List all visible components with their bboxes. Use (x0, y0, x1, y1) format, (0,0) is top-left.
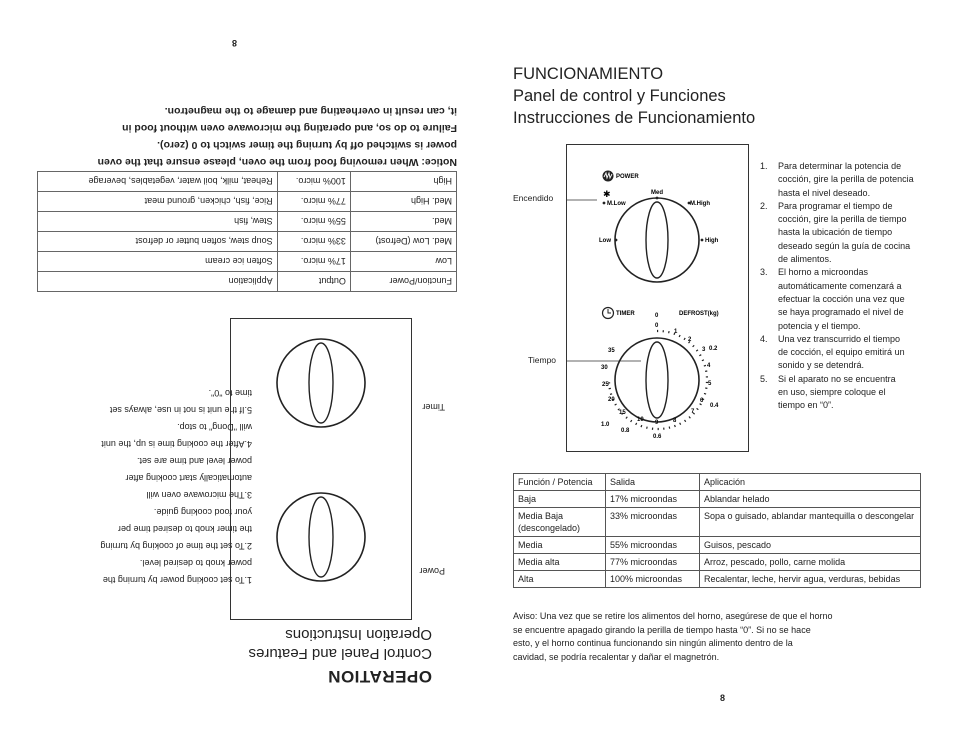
table-row (514, 491, 921, 508)
instruction-step (760, 333, 950, 373)
table-cell: 100% microondas (606, 571, 700, 588)
timer-num: 5 (708, 381, 712, 387)
table-row (514, 508, 921, 537)
left-step-line: your food cooking guide. (153, 507, 252, 517)
step-line: Para programar el tiempo de (778, 200, 893, 211)
defrost-num: 0.4 (710, 403, 719, 409)
table-header-cell: Application (38, 272, 278, 292)
table-row (514, 571, 921, 588)
dial-low: Low (599, 238, 611, 244)
table-cell: Rice, fish, chicken, ground meat (38, 192, 278, 212)
left-power-label: Power (419, 566, 445, 576)
table-cell: 17% microondas (606, 491, 700, 508)
table-cell: Arroz, pescado, pollo, carne molida (700, 554, 921, 571)
dial-dot (701, 239, 704, 242)
left-step-line: 2.To set the time of cooking by turning (100, 541, 252, 551)
table-row (38, 232, 457, 252)
table-cell: Recalentar, leche, hervir agua, verduras, bebidas (700, 571, 921, 588)
left-subtitle-2: Operation Instructions (285, 626, 432, 643)
step-line: Si el aparato no se encuentra (778, 373, 896, 384)
left-step-line: time to "0". (208, 388, 252, 398)
table-header-cell: Function/Power (350, 272, 456, 292)
timer-num: 0 (655, 313, 659, 319)
left-step-line: 1.To set cooking power by turning the (102, 575, 252, 585)
timer-num: 1 (674, 329, 678, 335)
left-control-panel (230, 318, 412, 620)
timer-num: 25 (602, 382, 609, 388)
left-subtitle-1: Control Panel and Features (248, 645, 432, 662)
left-notice-line: Failure to do so, and operating the microwave oven without food in (122, 122, 457, 134)
table-cell: 17% micro. (277, 252, 350, 272)
step-line: El horno a microondas (778, 267, 869, 278)
left-step-line: power knob to desired level. (139, 558, 252, 568)
timer-num: 0 (655, 323, 659, 329)
dial-dot (603, 202, 606, 205)
dial-dot (615, 239, 618, 242)
table-cell: Soften ice cream (38, 252, 278, 272)
table-cell: Med. Low (Defrost) (350, 232, 456, 252)
timer-num: 4 (707, 363, 711, 369)
step-number: 1. (760, 161, 768, 171)
left-steps (52, 384, 252, 588)
table-row (514, 554, 921, 571)
notice-line: cavidad, se podría recalentar y dañar el magnetrón. (513, 651, 720, 662)
left-step-line: power level and time are set. (136, 456, 252, 466)
table-cell: High (350, 172, 456, 192)
step-number: 5. (760, 373, 768, 384)
dial-mlow: M.Low (607, 201, 626, 207)
table-header-cell: Salida (606, 474, 700, 491)
timer-num: 10 (637, 417, 644, 423)
dial-mhigh: M.High (690, 201, 710, 207)
step-line: automáticamente comenzará a (778, 280, 902, 291)
timer-num: 9 (655, 420, 659, 426)
timer-num: 8 (673, 418, 677, 424)
left-notice-line: Notice: When removing food from the oven, please ensure that the oven (97, 156, 457, 168)
table-cell: Baja (514, 491, 606, 508)
encendido-label: Encendido (513, 193, 554, 203)
step-line: tiempo en “0”. (778, 400, 834, 411)
timer-icon (603, 308, 614, 319)
control-panel (566, 144, 749, 452)
left-timer-label: Timer (422, 402, 445, 412)
dial-dot (656, 197, 659, 200)
table-cell: 55% microondas (606, 537, 700, 554)
step-line: sonido y se detendrá. (778, 360, 865, 371)
instruction-step (760, 373, 950, 413)
table-row (514, 537, 921, 554)
instruction-step (760, 160, 950, 200)
dial-timer-text: TIMER (616, 311, 635, 317)
step-line: se haya programado el nivel de (778, 307, 904, 318)
table-cell: 77% micro. (277, 192, 350, 212)
instruction-steps (760, 160, 950, 413)
defrost-num: 0.8 (621, 428, 630, 434)
dial-high: High (705, 238, 719, 244)
notice-text (513, 610, 913, 664)
left-power-knob (277, 493, 365, 581)
left-page-number: 8 (231, 38, 237, 48)
table-cell: Reheat, milk, boil water, vegetables, beverage (38, 172, 278, 192)
left-step-line: the timer knob to desired time per (117, 524, 252, 534)
power-knob[interactable] (615, 198, 699, 282)
left-timer-knob (277, 339, 365, 427)
timer-num: 3 (702, 347, 706, 353)
step-number: 3. (760, 267, 768, 278)
left-step-line: automatically start cooking after (125, 473, 252, 483)
table-header-row (514, 474, 921, 491)
dial-med: Med (651, 190, 663, 196)
table-cell: Soup stew, soften butter or defrost (38, 232, 278, 252)
table-cell: Alta (514, 571, 606, 588)
table-cell: 100% micro. (277, 172, 350, 192)
notice-line: esto, y el horno continua funcionando sin ningún alimento dentro de la (513, 638, 793, 648)
defrost-num: 0.6 (653, 434, 662, 440)
title-funcionamiento: FUNCIONAMIENTO (513, 65, 664, 83)
step-line: efectuar la cocción una vez que (778, 293, 905, 304)
table-cell: Media alta (514, 554, 606, 571)
asterisk-icon: ✱ (603, 189, 611, 199)
table-cell: Media (514, 537, 606, 554)
table-cell: Guisos, pescado (700, 537, 921, 554)
table-row (38, 212, 457, 232)
dial-power-text: POWER (616, 174, 639, 180)
tiempo-label: Tiempo (528, 355, 557, 365)
timer-num: 20 (608, 397, 615, 403)
right-page-number: 8 (720, 693, 726, 703)
step-line: cocción, gire la perilla de potencia (778, 174, 914, 185)
left-control-panel-drawing (231, 319, 411, 619)
left-notice-line: power is switched off by turning the timer switch to 0 (zero). (157, 139, 457, 151)
left-step-line: will "Dong" to stop. (177, 422, 252, 432)
table-cell: 33% micro. (277, 232, 350, 252)
step-number: 4. (760, 333, 768, 344)
right-title (513, 63, 755, 129)
step-line: de alimentos. (778, 254, 832, 265)
timer-num: 2 (688, 337, 692, 343)
table-cell: 77% microondas (606, 554, 700, 571)
table-header-cell: Output (277, 272, 350, 292)
step-line: hasta el nivel deseado. (778, 187, 871, 198)
step-line: de cocción, el equipo emitirá un (778, 347, 905, 358)
defrost-num: 0.2 (709, 346, 718, 352)
table-row (38, 172, 457, 192)
step-line: Una vez transcurrido el tiempo (778, 333, 901, 344)
left-step-line: 3.The microwave oven will (146, 490, 252, 500)
table-cell: Med. High (350, 192, 456, 212)
table-header-cell: Aplicación (700, 474, 921, 491)
left-power-table (37, 171, 457, 292)
timer-num: 35 (608, 348, 615, 354)
power-table (513, 473, 921, 588)
control-panel-drawing (567, 145, 748, 451)
table-cell: Ablandar helado (700, 491, 921, 508)
timer-num: 30 (601, 365, 608, 371)
table-header-row (38, 272, 457, 292)
timer-num: 15 (619, 410, 626, 416)
table-row (38, 252, 457, 272)
step-line: potencia y el tiempo. (778, 320, 861, 331)
left-step-line: 4.After the cooking time is up, the unit (101, 439, 252, 449)
left-notice-line: it, can result in overheating and damage to the magnetron. (164, 105, 457, 117)
table-header-cell: Función / Potencia (514, 474, 606, 491)
notice-line: Aviso: Una vez que se retire los alimentos del horno, asegúrese de que el horno (513, 611, 833, 621)
table-cell: Media Baja (descongelado) (514, 508, 606, 537)
step-line: cocción, gire la perilla de tiempo (778, 214, 907, 225)
left-title-en: OPERATION (327, 667, 432, 686)
table-row (38, 192, 457, 212)
instruction-step (760, 266, 950, 332)
step-number: 2. (760, 200, 768, 211)
table-cell: Sopa o guisado, ablandar mantequilla o descongelar (700, 508, 921, 537)
table-cell: Stew, fish (38, 212, 278, 232)
table-cell: Low (350, 252, 456, 272)
dial-defrost-text: DEFROST(kg) (679, 311, 719, 317)
step-line: hasta la ubicación de tiempo (778, 227, 893, 238)
power-icon (603, 171, 614, 182)
timer-num: 6 (700, 398, 704, 404)
step-line: Para determinar la potencia de (778, 161, 902, 171)
table-cell: 33% microondas (606, 508, 700, 537)
left-notice (37, 102, 457, 170)
left-step-line: 5.If the unit is not in use, always set (109, 405, 252, 415)
timer-num: 7 (691, 409, 695, 415)
notice-line: se encuentre apagado girando la perilla de tiempo hasta “0”. Si no se hace (513, 624, 811, 635)
title-panel-control: Panel de control y Funciones (513, 87, 726, 105)
step-line: deseado según la guía de cocina (778, 240, 911, 251)
step-line: en uso, siempre coloque el (778, 387, 886, 398)
title-instrucciones: Instrucciones de Funcionamiento (513, 109, 756, 127)
defrost-num: 1.0 (601, 422, 610, 428)
instruction-step (760, 200, 950, 266)
table-cell: 55% micro. (277, 212, 350, 232)
table-cell: Med. (350, 212, 456, 232)
